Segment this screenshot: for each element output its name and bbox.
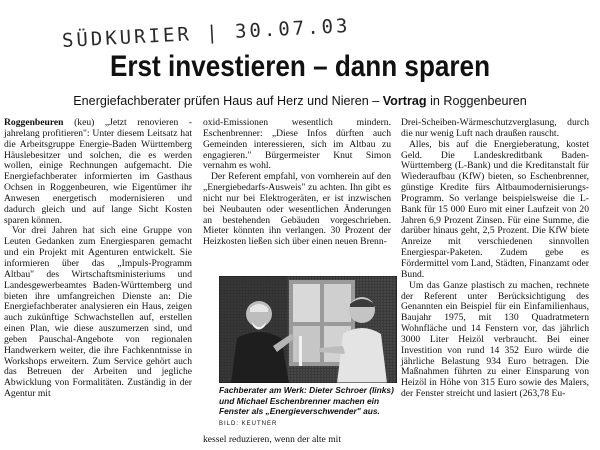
column-2-continuation: kessel reduzieren, wenn der alte mit [203, 434, 341, 445]
column-2-paragraph-2: Der Referent empfahl, von vornherein auf den „Energiebedarfs-Ausweis" zu achten. Ihn gibt es nicht nur bei Elektrogeräten, er ist inzwischen bei Neubauten oder wesentlichen Änderungen an bestehenden Gebäuden vorgeschrieben. Mieter könnten ihn verlangen. 30 Prozent der Heizkosten ließen sich über einen neuen Brenn- [203, 171, 391, 248]
subhead-text-pre: Energiefachberater prüfen Haus auf Herz und Nieren – [73, 94, 383, 108]
photo-caption-text: Fachberater am Werk: Dieter Schroer (links) und Michael Eschenbrenner machen ein Fenster als „Energieverschwender" aus. [219, 385, 394, 417]
subhead-text-post: in Roggenbeuren [426, 94, 527, 108]
article-photo [219, 276, 397, 383]
photo-caption [219, 385, 397, 429]
column-2-paragraph-1: oxid-Emissionen wesentlich mindern. Eschenbrenner: „Diese Infos dürften auch Gemeinden interessieren, sich im Altbau zu engagieren." Bürgermeister Knut Simon vernahm es wohl. [203, 117, 391, 172]
column-3-paragraph-3: Um das Ganze plastisch zu machen, rechnete der Referent unter Berücksichtigung des Genannten ein Beispiel für ein Einfamilienhaus, Baujahr 1975, mit 130 Quadratmetern Wohnfläche und 14 Fenstern vor, das jährlich 3000 Liter Heizöl verbraucht. Bei einer Investition von rund 14 352 Euro würde die jährliche Belastung 934 Euro betragen. Die Maßnahmen führten zu einer Einsparung von Heizöl in Höhe von 315 Euro sowie des Malers, der Fenster streicht und lasiert (263,78 Eu- [401, 279, 589, 400]
column-3-paragraph-1: Drei-Scheiben-Wärmeschutzverglasung, durch die nur wenig Luft nach draußen rauscht. [401, 117, 589, 139]
column-3-paragraph-2: Alles, bis auf die Energieberatung, kostet Geld. Die Landeskreditbank Baden-Württemberg (L-Bank) und die Kreditanstalt für Wiederaufbau (KfW) bieten, so Eschenbrenner, günstige Kredite fürs Altbaumodernisierungs-Programm. So verlange beispielsweise die L-Bank für 15 000 Euro mit einer Laufzeit von 20 Jahren 6,9 Prozent Zinsen. Für eine Summe, die darüber hinaus geht, 2,5 Prozent. Die KfW biete Anreize mit verschiedenen sinnvollen Energiespar-Paketen. Zudem gebe es Fördermittel vom Land, Städten, Finanzamt oder Bund. [401, 138, 589, 280]
column-1-paragraph-1 [4, 118, 192, 226]
column-1-paragraph-2: Vor drei Jahren hat sich eine Gruppe von Leuten Gedanken zum Energiesparen gemacht und ein Projekt mit Agenturen entwickelt. Sie informieren über das „Impuls-Programm Altbau" des Wirtschaftsministeriums und Landesgewerbeamtes Baden-Württemberg und bieten ihre umfangreichen Dienste an: Die Energiefachberater analysieren ein Haus, zeigen auch zukünftige Schwachstellen auf, erstellen einen Plan, wie diese auszumerzen sind, und geben Pauschal-Angebote von regionalen Handwerkern weiter, die ihre Fachkenntnisse in Workshops erweitern. Zum Service gehört auch das Betreuen der Arbeiten und jegliche Abwicklung von Formalitäten. Zuständig in der Agentur mit [4, 225, 192, 400]
handwritten-source-note: SÜDKURIER | 30.07.03 [61, 14, 351, 52]
subhead-bold-word: Vortrag [382, 94, 427, 108]
column-1-paragraph-1-text: (keu) „Jetzt renovieren - jahrelang profitieren": Unter diesem Leitsatz hat die Arbeitsgruppe Energie-Baden Württemberg Häuslebesitzer und solchen, die es werden wollen, einige Rechnungen aufgemacht. Die Energiefachberater informierten im Gasthaus Ochsen in Roggenbeuren, wie Eigentümer ihr Anwesen energetisch modernisieren und dadurch gleich und auf lange Sicht Kosten sparen können. [4, 117, 192, 226]
dateline: Roggenbeuren [4, 117, 64, 128]
article-column-3 [401, 118, 589, 400]
article-headline: Erst investieren – dann sparen [109, 50, 491, 83]
photo-credit: BILD: KEUTNER [219, 420, 278, 427]
article-column-2 [203, 118, 391, 248]
photo-two-men-at-window [219, 276, 397, 383]
article-column-1 [4, 118, 192, 400]
article-subheadline [0, 94, 600, 109]
